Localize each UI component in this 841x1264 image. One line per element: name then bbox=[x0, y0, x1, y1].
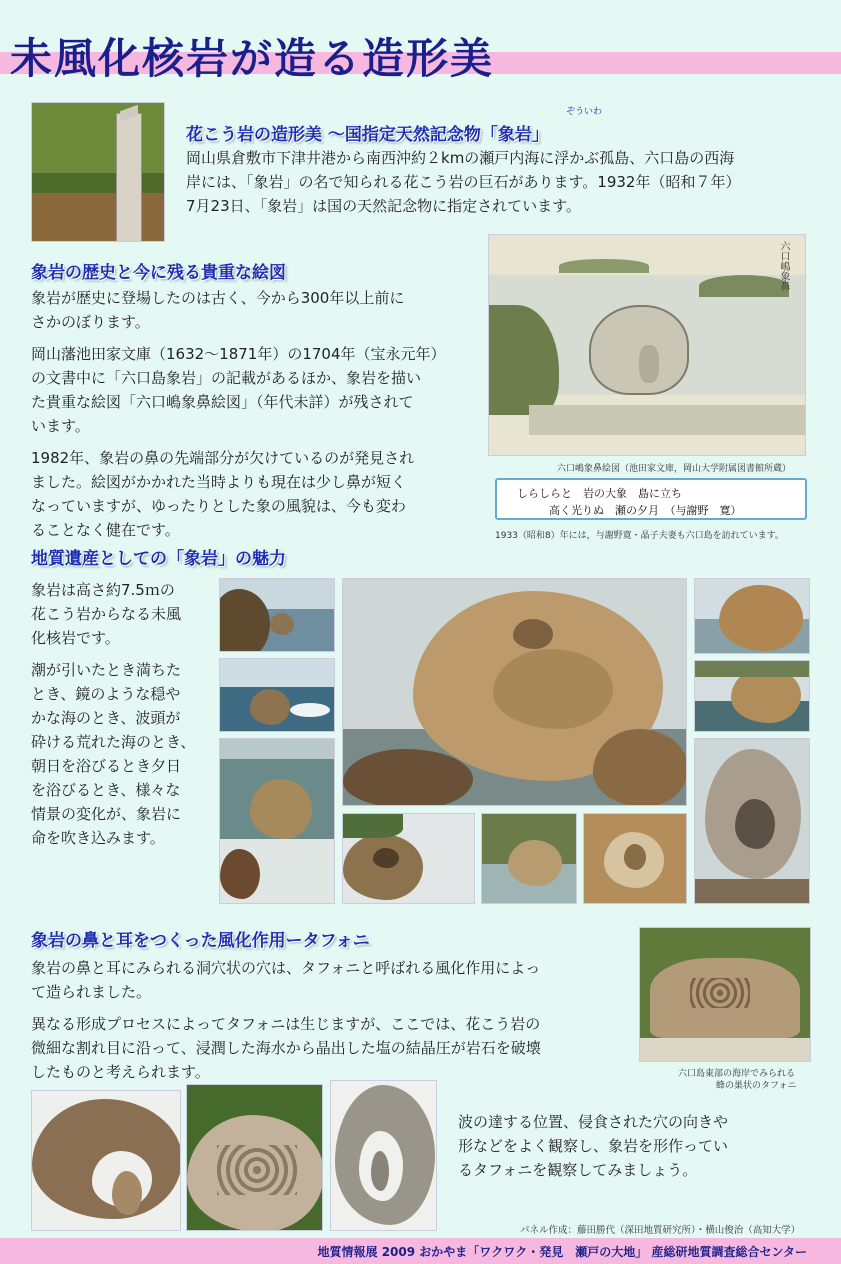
title-band bbox=[0, 0, 841, 84]
text-line: 岡山藩池田家文庫（1632～1871年）の1704年（宝永元年） bbox=[31, 345, 446, 363]
text-line: 朝日を浴びるとき夕日 bbox=[31, 757, 182, 775]
tafoni-caption-1: 六口島東部の海岸でみられる bbox=[678, 1069, 796, 1079]
section4-heading: 象岩の鼻と耳をつくった風化作用ータフォニ bbox=[31, 931, 370, 951]
page-title: 未風化核岩が造る造形美 bbox=[10, 34, 495, 83]
rock-photo bbox=[219, 738, 335, 904]
rock-photo bbox=[694, 578, 810, 654]
text-line: さかのぼります。 bbox=[31, 313, 150, 331]
tafoni-caption-2: 蜂の巣状のタフォニ bbox=[716, 1081, 797, 1091]
text-line: なっていますが、ゆったりとした象の風貌は、今も変わ bbox=[31, 497, 406, 515]
section3-heading: 地質遺産としての「象岩」の魅力 bbox=[31, 549, 286, 569]
section1-body bbox=[186, 146, 816, 218]
rock-photo bbox=[694, 660, 810, 732]
text-line: したものと考えられます。 bbox=[31, 1063, 210, 1081]
text-line: 異なる形成プロセスによってタフォニは生じますが、ここでは、花こう岩の bbox=[31, 1015, 541, 1033]
closing-text bbox=[458, 1110, 808, 1182]
text-line: 象岩は高さ約7.5ｍの bbox=[31, 581, 175, 599]
text-line: かな海のとき、波頭が bbox=[31, 709, 181, 727]
text-line: を浴びるとき、様々な bbox=[31, 781, 181, 799]
poem-caption: 1933（昭和8）年には，与謝野寛・晶子夫妻も六口島を訪れています。 bbox=[495, 531, 784, 541]
text-line: 象岩が歴史に登場したのは古く、今から300年以上前に bbox=[31, 289, 405, 307]
zouiwa-main-photo bbox=[342, 578, 687, 806]
text-line: た貴重な絵図「六口嶋象鼻絵図」（年代未詳）が残されて bbox=[31, 393, 414, 411]
section3-body bbox=[31, 578, 217, 850]
text-line: とき、鏡のような穏や bbox=[31, 685, 181, 703]
stone-marker-photo bbox=[31, 102, 165, 242]
text-line: 潮が引いたとき満ちた bbox=[31, 661, 182, 679]
text-line: て造られました。 bbox=[31, 983, 152, 1001]
text-line: ることなく健在です。 bbox=[31, 521, 180, 539]
poem-line-2: 高く光りぬ 瀬の夕月 （与謝野 寛） bbox=[549, 504, 742, 517]
section2-heading: 象岩の歴史と今に残る貴重な絵図 bbox=[31, 263, 286, 283]
rock-photo bbox=[342, 813, 475, 904]
painting-caption: 六口嶋象鼻絵図（池田家文庫，岡山大学附属図書館所蔵） bbox=[557, 464, 792, 474]
tafoni-closeup-photo bbox=[330, 1080, 437, 1231]
text-line: 波の達する位置、侵食された穴の向きや bbox=[458, 1113, 729, 1131]
rock-photo bbox=[219, 578, 335, 652]
rock-photo bbox=[219, 658, 335, 732]
historical-painting bbox=[488, 234, 806, 456]
text-line: います。 bbox=[31, 417, 90, 435]
section4-body bbox=[31, 956, 631, 1084]
text-line: ました。絵図がかかれた当時よりも現在は少し鼻が短く bbox=[31, 473, 407, 491]
text-line: 1982年、象岩の鼻の先端部分が欠けているのが発見され bbox=[31, 449, 415, 467]
painting-label: 六口嶋象鼻 bbox=[778, 241, 789, 291]
tafoni-coast-photo bbox=[639, 927, 811, 1062]
section1-heading: 花こう岩の造形美 ～国指定天然記念物「象岩」 bbox=[186, 125, 549, 145]
text-line: の文書中に「六口島象岩」の記載があるほか、象岩を描い bbox=[31, 369, 422, 387]
rock-photo bbox=[583, 813, 687, 904]
text-line: 花こう岩からなる未風 bbox=[31, 605, 182, 623]
text-line: 形などをよく観察し、象岩を形作ってい bbox=[458, 1137, 729, 1155]
rock-photo bbox=[481, 813, 577, 904]
text-line: るタフォニを観察してみましょう。 bbox=[458, 1161, 698, 1179]
footer-text: 地質情報展 2009 おかやま「ワクワク・発見 瀬戸の大地」 産総研地質調査総合センター bbox=[317, 1245, 807, 1259]
rock-photo bbox=[694, 738, 810, 904]
ruby-zouiwa: ぞういわ bbox=[566, 107, 603, 117]
text-line: 岸には、「象岩」の名で知られる花こう岩の巨石があります。1932年（昭和７年） bbox=[186, 173, 741, 191]
footer-band bbox=[0, 1238, 841, 1264]
credits: パネル作成：藤田勝代（深田地質研究所）・横山俊治（高知大学） bbox=[520, 1225, 801, 1236]
poem-line-1: しらしらと 岩の大象 島に立ち bbox=[517, 487, 682, 500]
tafoni-closeup-photo bbox=[31, 1090, 181, 1231]
text-line: 化核岩です。 bbox=[31, 629, 120, 647]
text-line: 岡山県倉敷市下津井港から南西沖約２kmの瀬戸内海に浮かぶ孤島、六口島の西海 bbox=[186, 149, 735, 167]
text-line: 命を吹き込みます。 bbox=[31, 829, 165, 847]
section2-body bbox=[31, 286, 481, 542]
text-line: 情景の変化が、象岩に bbox=[31, 805, 182, 823]
poem-box bbox=[495, 478, 807, 520]
text-line: 7月23日、「象岩」は国の天然記念物に指定されています。 bbox=[186, 197, 581, 215]
text-line: 象岩の鼻と耳にみられる洞穴状の穴は、タフォニと呼ばれる風化作用によっ bbox=[31, 959, 541, 977]
tafoni-closeup-photo bbox=[186, 1084, 323, 1231]
text-line: 砕ける荒れた海のとき、 bbox=[31, 733, 196, 751]
text-line: 微細な割れ目に沿って、浸潤した海水から晶出した塩の結晶圧が岩石を破壊 bbox=[31, 1039, 541, 1057]
